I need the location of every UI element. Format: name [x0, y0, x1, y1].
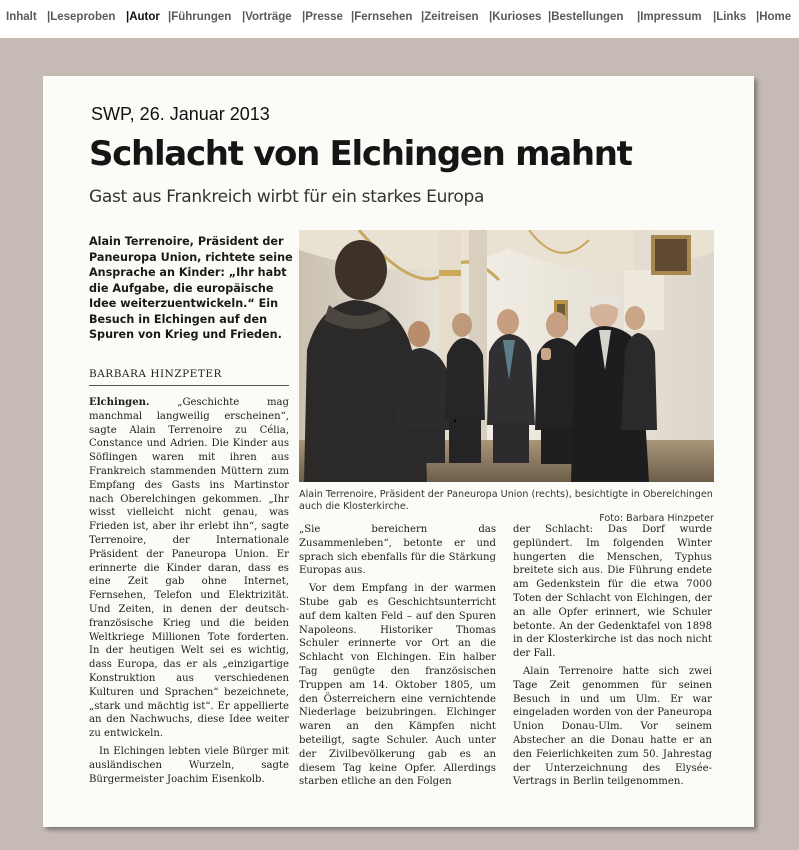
byline-rule	[89, 385, 289, 386]
nav-autor[interactable]: |Autor	[126, 11, 160, 23]
article-column-2	[299, 523, 496, 789]
paragraph: „Sie bereichern das Zusammenleben“, betonte er und sprach sich ebenfalls für die Stärkung Europas aus.	[299, 524, 496, 577]
nav-presse[interactable]: |Presse	[302, 11, 343, 23]
nav-fuehrungen[interactable]: |Führungen	[168, 11, 232, 23]
nav-vortraege[interactable]: |Vorträge	[242, 11, 292, 23]
nav-home[interactable]: |Home	[756, 11, 792, 23]
nav-inhalt[interactable]: Inhalt	[6, 11, 37, 23]
paragraph: Alain Terrenoire hatte sich zwei Tage Zeit genommen für seinen Besuch in und um Ulm. Er war eingeladen worden von der Paneuropa Union Donau-Ulm. Vor seinem Abstecher an die Donau hatte er an den Feierlichkeiten zum 50. Jahrestag der Unterzeichnung des Elysée-Vertrags in Berlin teilgenommen.	[513, 665, 712, 788]
photo-credit: Foto: Barbara Hinzpeter	[599, 513, 714, 524]
nav-zeitreisen[interactable]: |Zeitreisen	[421, 11, 479, 23]
nav-bestellungen[interactable]: |Bestellungen	[548, 11, 624, 23]
church-interior-image	[299, 230, 714, 482]
paragraph: der Schlacht: Das Dorf wurde geplündert. Im folgenden Winter hungerten die Menschen, Typhus breitete sich aus. Die Führung endete am Gedenkstein für die etwa 7000 Toten der Schlacht von Elchingen, der an alle Opfer erinnert, wie Schuler betonte. An der Gedenktafel von 1898 in der Klosterkirche ist das noch nicht der Fall.	[513, 524, 712, 660]
article-column-1	[89, 396, 289, 786]
photo-caption	[299, 489, 714, 525]
paragraph: Vor dem Empfang in der warmen Stube gab es Geschichtsunterricht auf dem kalten Feld – auf den Spuren Napoleons. Historiker Thomas Schuler erinnerte vor Ort an die Schlacht von Elchingen. Ein halber Tag genügte den französischen Truppen am 14. Oktober 1805, um den Österreichern eine vernichtende Niederlage beizubringen. Elchinger waren an den Kämpfen nicht beteiligt, sagte Schuler. Auch unter der Zivilbevölkerung gab es an diesem Tag keine Opfer. Allerdings starben etliche an den Folgen	[299, 583, 496, 788]
paragraph-text: „Geschichte mag manchmal langweilig erscheinen“, sagte Alain Terrenoire zu Célia, Constance und Adrien. Die Kinder aus Söflingen waren mit ihren aus Frankreich stammenden Müttern zum Empfang des Gasts ins Martinstor nach Oberelchingen gekommen. „Ihr wisst vielleicht nicht genau, was Frieden ist, aber ihr erlebt ihn“, sagte Terrenoire, der Internationale Präsident der Paneuropa Union. Er erinnerte die Kinder daran, dass es eine Zeit gab ohne Internet, Fernsehen, Telefon und Elektrizität. Und Zeiten, in denen der deutsch-französische Krieg und die beiden Weltkriege Millionen Tote forderten. In der heutigen Welt sei es wichtig, dass Europa, das er als „einzigartige Konstruktion aus verschiedenen Kulturen und Sprachen“ bezeichnete, „stark und mächtig ist“. Er appellierte an den Nachwuchs, diese Idee weiter zu entwickeln.	[89, 397, 289, 740]
author-byline: BARBARA HINZPETER	[89, 368, 222, 380]
article-photo	[299, 230, 714, 482]
dateline: Elchingen.	[89, 397, 150, 408]
nav-links[interactable]: |Links	[713, 11, 747, 23]
lead-paragraph: Alain Terrenoire, Präsident der Paneuropa Union, richtete seine Ansprache an Kinder: „Ihr habt die Aufgabe, die europäische Idee weiterzuentwickeln.“ Ein Besuch in Elchingen auf den Spuren von Krieg und Frieden.	[89, 235, 293, 341]
caption-text: Alain Terrenoire, Präsident der Paneuropa Union (rechts), besichtigte in Oberelchingen auch die Klosterkirche.	[299, 489, 713, 512]
nav-leseproben[interactable]: |Leseproben	[47, 11, 116, 23]
headline: Schlacht von Elchingen mahnt	[89, 134, 632, 174]
paragraph	[89, 396, 289, 741]
nav-kurioses[interactable]: |Kurioses	[489, 11, 542, 23]
paragraph: In Elchingen lebten viele Bürger mit ausländischen Wurzeln, sagte Bürgermeister Joachim Eisenkolb.	[89, 745, 289, 785]
article-column-3	[513, 523, 712, 789]
subheadline: Gast aus Frankreich wirbt für ein starkes Europa	[89, 187, 485, 207]
source-date: SWP, 26. Januar 2013	[91, 104, 270, 124]
newspaper-clipping	[43, 76, 754, 827]
nav-impressum[interactable]: |Impressum	[637, 11, 702, 23]
top-navigation	[0, 0, 799, 38]
nav-fernsehen[interactable]: |Fernsehen	[351, 11, 413, 23]
